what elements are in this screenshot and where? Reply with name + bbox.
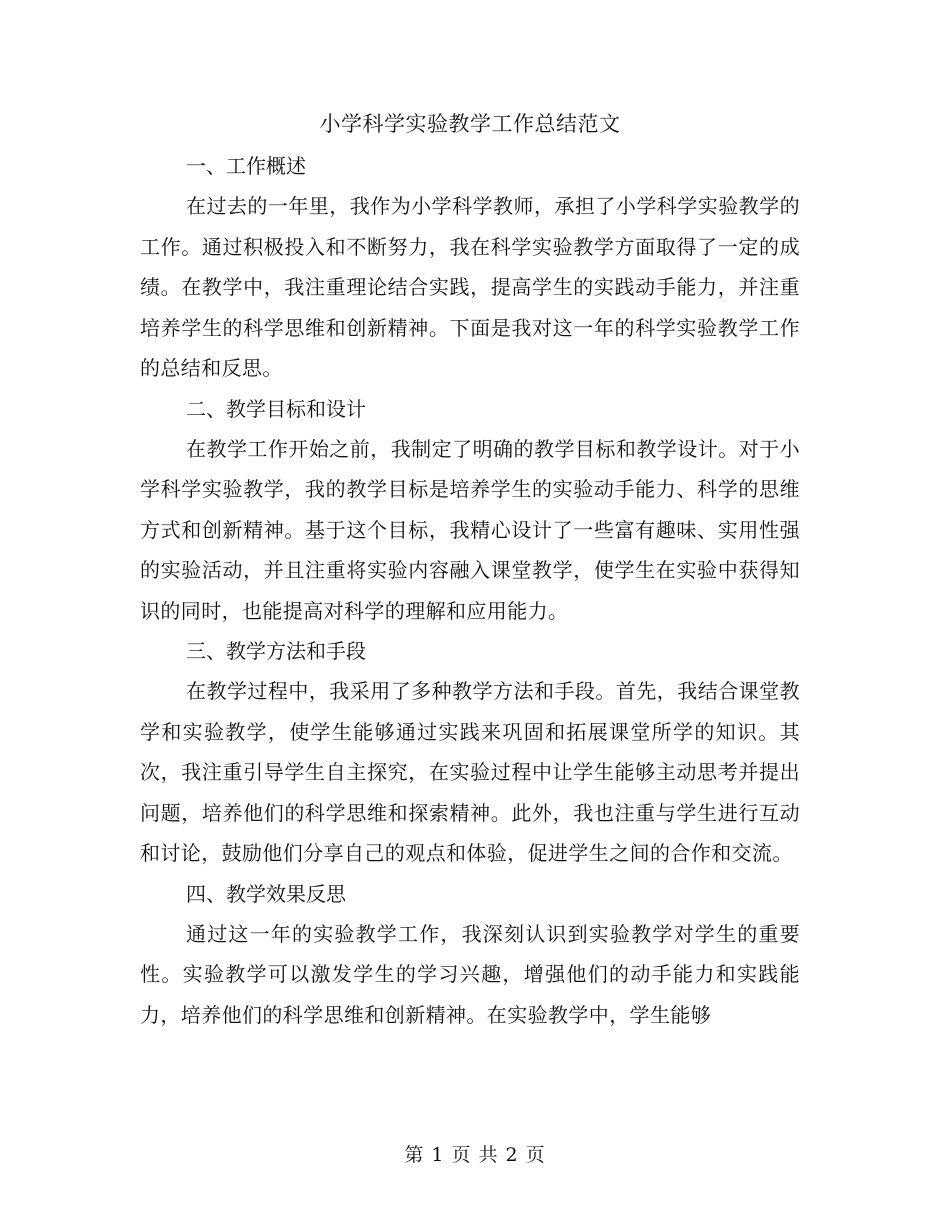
section-paragraph-goals: 在教学工作开始之前，我制定了明确的教学目标和教学设计。对于小学科学实验教学，我的教学目标是培养学生的实验动手能力、科学的思维方式和创新精神。基于这个目标，我精心设计了一些富有趣味、实用性强的实验活动，并且注重将实验内容融入课堂教学，使学生在实验中获得知识的同时，也能提高对科学的理解和应用能力。 (140, 436, 800, 623)
document-body (140, 104, 800, 1035)
section-heading-methods: 三、教学方法和手段 (186, 639, 366, 663)
section-paragraph-overview: 在过去的一年里，我作为小学科学教师，承担了小学科学实验教学的工作。通过积极投入和不断努力，我在科学实验教学方面取得了一定的成绩。在教学中，我注重理论结合实践，提高学生的实践动手能力，并注重培养学生的科学思维和创新精神。下面是我对这一年的科学实验教学工作的总结和反思。 (140, 194, 800, 380)
section-heading-reflection: 四、教学效果反思 (186, 881, 346, 906)
section-paragraph-reflection: 通过这一年的实验教学工作，我深刻认识到实验教学对学生的重要性。实验教学可以激发学生的学习兴趣，增强他们的动手能力和实践能力，培养他们的科学思维和创新精神。在实验教学中，学生能够 (140, 921, 800, 1027)
document-title: 小学科学实验教学工作总结范文 (319, 112, 621, 136)
section-heading-goals: 二、教学目标和设计 (186, 396, 366, 421)
section-paragraph-methods: 在教学过程中，我采用了多种教学方法和手段。首先，我结合课堂教学和实验教学，使学生能够通过实践来巩固和拓展课堂所学的知识。其次，我注重引导学生自主探究，在实验过程中让学生能够主动思考并提出问题，培养他们的科学思维和探索精神。此外，我也注重与学生进行互动和讨论，鼓励他们分享自己的观点和体验，促进学生之间的合作和交流。 (140, 679, 800, 865)
page-footer: 第 1 页 共 2 页 (404, 1144, 546, 1166)
section-heading-overview: 一、工作概述 (186, 154, 306, 178)
